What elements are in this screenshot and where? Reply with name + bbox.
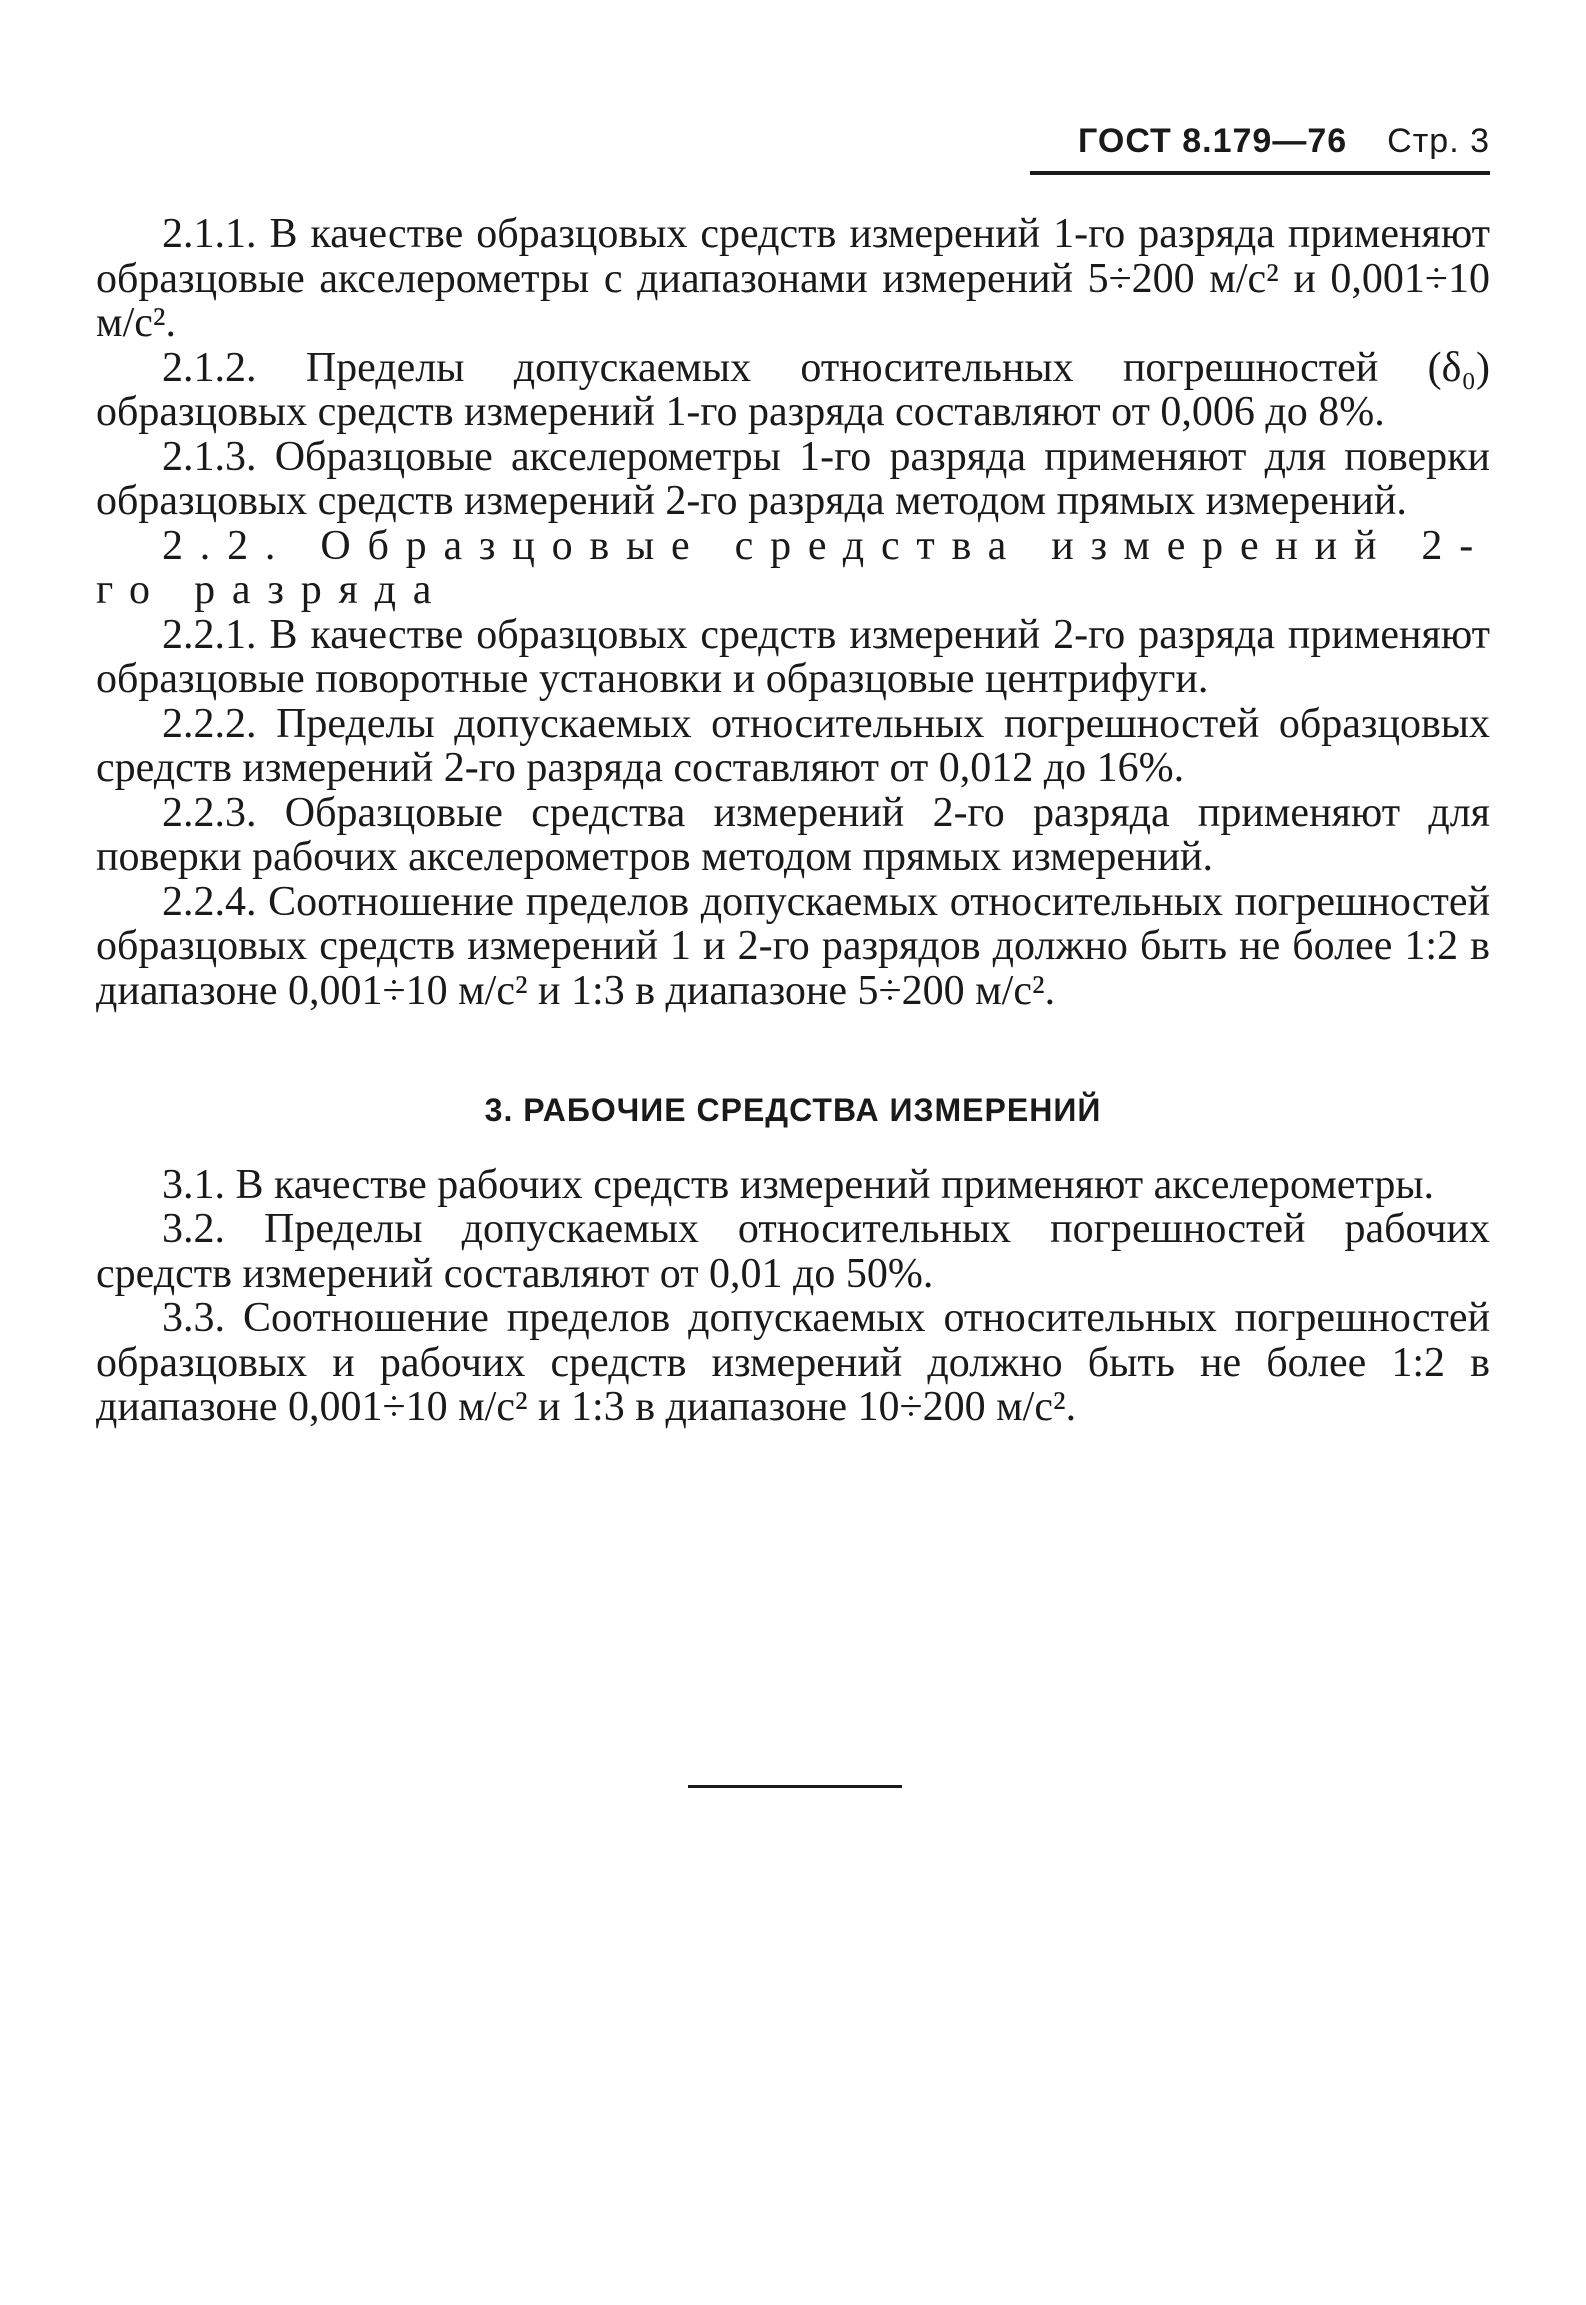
document-body <box>96 212 1490 1430</box>
end-rule <box>688 1785 902 1788</box>
section-3-title: 3. РАБОЧИЕ СРЕДСТВА ИЗМЕРЕНИЙ <box>484 1092 1102 1128</box>
paragraph-2-2-1: 2.2.1. В качестве образцовых средств измерений 2-го разряда применяют образцовые поворотные установки и образцовые центрифуги. <box>96 611 1490 702</box>
paragraph-3-1: 3.1. В качестве рабочих средств измерений применяют акселерометры. <box>162 1161 1435 1208</box>
paragraph-3-2: 3.2. Пределы допускаемых относительных погрешностей рабочих средств измерений составляют от 0,01 до 50%. <box>96 1206 1490 1297</box>
paragraph-2-2-4: 2.2.4. Соотношение пределов допускаемых относительных погрешностей образцовых средств измерений 1 и 2-го разрядов должно быть не более 1:2 в диапазоне 0,001÷10 м/с² и 1:3 в диапазоне 5÷200 м/с². <box>96 878 1490 1014</box>
page-number: Стр. 3 <box>1387 122 1490 160</box>
paragraph-2-1-3: 2.1.3. Образцовые акселерометры 1-го разряда применяют для поверки образцовых средств измерений 2-го разряда методом прямых измерений. <box>96 433 1490 524</box>
paragraph-2-2-3: 2.2.3. Образцовые средства измерений 2-го разряда применяют для поверки рабочих акселерометров методом прямых измерений. <box>96 789 1490 880</box>
paragraph-3-3: 3.3. Соотношение пределов допускаемых относительных погрешностей образцовых и рабочих средств измерений должно быть не более 1:2 в диапазоне 0,001÷10 м/с² и 1:3 в диапазоне 10÷200 м/с². <box>96 1295 1490 1430</box>
page-header <box>1030 122 1490 175</box>
paragraph-2-2-2: 2.2.2. Пределы допускаемых относительных погрешностей образцовых средств измерений 2-го разряда составляют от 0,012 до 16%. <box>96 700 1490 791</box>
paragraph-2-1-2: 2.1.2. Пределы допускаемых относительных погрешностей (δ₀) образцовых средств измерений 1-го разряда составляют от 0,006 до 8%. <box>96 344 1490 435</box>
document-id: ГОСТ 8.179—76 <box>1078 122 1348 160</box>
paragraph-2-1-1: 2.1.1. В качестве образцовых средств измерений 1-го разряда применяют образцовые акселерометры с диапазонами измерений 5÷200 м/с² и 0,001÷10 м/с². <box>96 211 1490 346</box>
subheading-2-2: 2.2. Образцовые средства измерений 2-го разряда <box>96 522 1490 613</box>
